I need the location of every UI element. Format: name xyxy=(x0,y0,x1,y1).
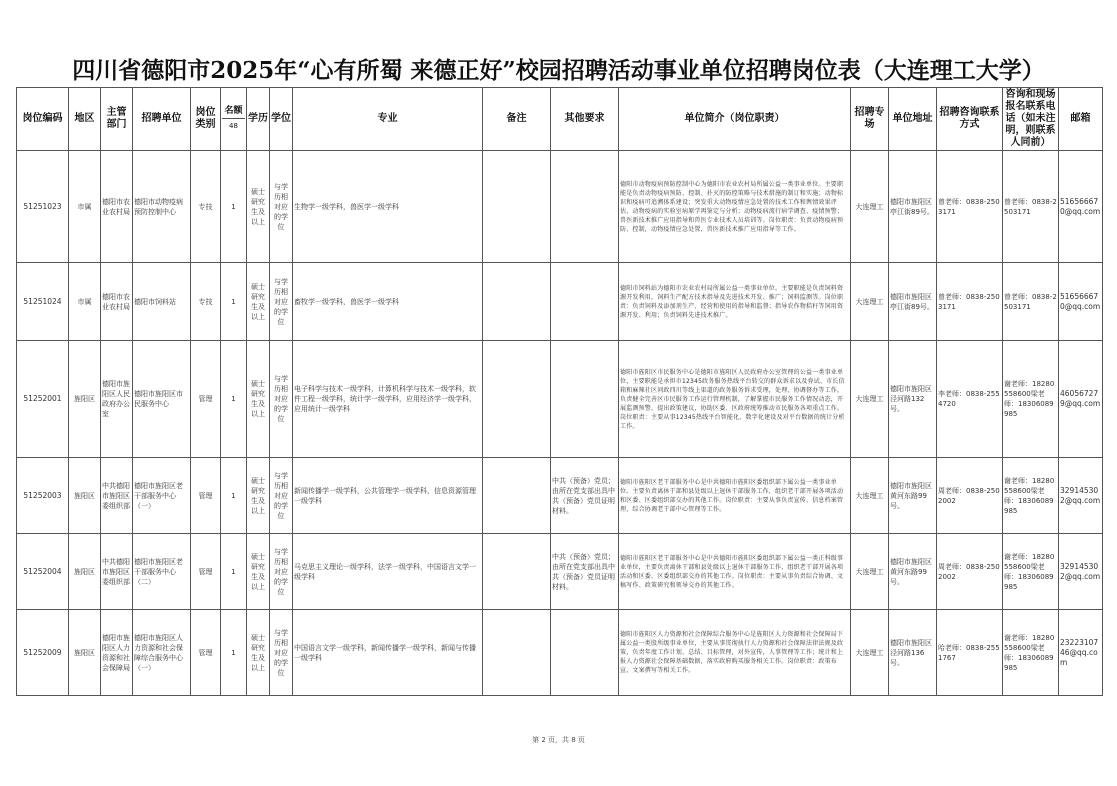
cell-email: 460567279@qq.com xyxy=(1059,341,1103,458)
header-intro: 单位简介（岗位职责） xyxy=(619,88,851,151)
header-unit: 招聘单位 xyxy=(133,88,191,151)
cell-remark xyxy=(483,263,551,341)
cell-session: 大连理工 xyxy=(851,534,889,610)
cell-email: 516566670@qq.com xyxy=(1059,151,1103,263)
table-row xyxy=(17,534,1103,610)
cell-address: 德阳市旌阳区黄河东路99号。 xyxy=(889,534,937,610)
cell-session: 大连理工 xyxy=(851,263,889,341)
cell-onsite: 谢老师：18280558600梁老师：18306089985 xyxy=(1003,458,1059,534)
cell-code: 51252009 xyxy=(17,610,69,696)
cell-region: 旌阳区 xyxy=(69,534,101,610)
cell-address: 德阳市旌阳区亭江街89号。 xyxy=(889,263,937,341)
cell-unit: 德阳市旌阳区市民服务中心 xyxy=(133,341,191,458)
cell-quota: 1 xyxy=(221,534,247,610)
table-row xyxy=(17,458,1103,534)
cell-other xyxy=(551,263,619,341)
cell-code: 51252004 xyxy=(17,534,69,610)
cell-dept: 德阳市农业农村局 xyxy=(101,263,133,341)
cell-code: 51252003 xyxy=(17,458,69,534)
cell-major: 生物学一级学科，兽医学一级学科 xyxy=(293,151,483,263)
cell-degree: 硕士研究生及以上 xyxy=(247,263,270,341)
cell-code: 51251024 xyxy=(17,263,69,341)
cell-unit: 德阳市饲料站 xyxy=(133,263,191,341)
cell-degree2: 与学历相对应的学位 xyxy=(270,610,293,696)
cell-remark xyxy=(483,458,551,534)
cell-degree2: 与学历相对应的学位 xyxy=(270,534,293,610)
cell-quota: 1 xyxy=(221,263,247,341)
table-row xyxy=(17,263,1103,341)
header-contact: 招聘咨询联系方式 xyxy=(937,88,1003,151)
header-quota-label: 名额 xyxy=(222,105,245,119)
header-session: 招聘专场 xyxy=(851,88,889,151)
header-category: 岗位类别 xyxy=(191,88,221,151)
cell-contact: 曾老师：0838-2503171 xyxy=(937,263,1003,341)
cell-quota: 1 xyxy=(221,458,247,534)
cell-intro: 德阳市动物疫病预防控制中心为德阳市农业农村局所属公益一类事业单位。主要职能是负责动物疫病预防、控制、扑灭的防控策略与技术措施的制订和实施；动物标识和疫病可追溯体系建设；突发重大动物疫情应急处置的技术工作和舆情效果评估，动物疫病的实验室病原学再鉴定与分析；动物疫病流行病学调查、疫情预警；兽医新技术推广应用指导和兽医专业技术人员培训等。岗位职责：负责动物疫病预防、控制，动物疫情应急处置，兽医新技术推广应用指导等工作。 xyxy=(619,151,851,263)
header-major: 专业 xyxy=(293,88,483,151)
cell-intro: 德阳市旌阳区老干部服务中心是中共德阳市旌阳区委组织部下属公益一类事业单位。主要负责离休干部和县处级以上退休干部服务工作，组织老干部开展各项活动和区委、区委组织部交办的其他工作。岗位职责：主要从事负责宣传、信息档案管理、综合协调老干部中心管理等工作。 xyxy=(619,458,851,534)
header-onsite: 咨询和现场报名联系电话（如未注明，则联系人同前） xyxy=(1003,88,1059,151)
cell-degree: 硕士研究生及以上 xyxy=(247,151,270,263)
cell-unit: 德阳市旌阳区人力资源和社会保障综合服务中心（一） xyxy=(133,610,191,696)
cell-category: 管理 xyxy=(191,341,221,458)
cell-other xyxy=(551,341,619,458)
cell-address: 德阳市旌阳区黄河东路99号。 xyxy=(889,458,937,534)
cell-region: 旌阳区 xyxy=(69,610,101,696)
header-other: 其他要求 xyxy=(551,88,619,151)
cell-unit: 德阳市动物疫病预防控制中心 xyxy=(133,151,191,263)
table-row xyxy=(17,610,1103,696)
cell-contact: 周老师：0838-2502002 xyxy=(937,534,1003,610)
cell-email: 329145302@qq.com xyxy=(1059,458,1103,534)
cell-major: 中国语言文学一级学科，新闻传播学一级学科，新闻与传播一级学科 xyxy=(293,610,483,696)
page-footer: 第 2 页，共 8 页 xyxy=(532,736,585,744)
cell-degree2: 与学历相对应的学位 xyxy=(270,151,293,263)
cell-session: 大连理工 xyxy=(851,341,889,458)
table-row xyxy=(17,151,1103,263)
cell-address: 德阳市旌阳区泾河路132号。 xyxy=(889,341,937,458)
cell-session: 大连理工 xyxy=(851,610,889,696)
cell-quota: 1 xyxy=(221,341,247,458)
cell-onsite: 谢老师：18280558600梁老师：18306089985 xyxy=(1003,534,1059,610)
cell-degree: 硕士研究生及以上 xyxy=(247,610,270,696)
cell-major: 马克思主义理论一级学科，法学一级学科，中国语言文学一级学科 xyxy=(293,534,483,610)
cell-degree: 硕士研究生及以上 xyxy=(247,341,270,458)
cell-intro: 德阳市饲料站为德阳市农业农村局所属公益一类事业单位。主要职能是负责饲料资源开发利用，饲料生产配方技术指导及先进技术开发、推广；饲料监测等。岗位职责：负责饲料及添加剂生产、经营和使用的指导和监督；指导农作物秸秆等饲用资源开发、利用；负责饲料先进技术推广。 xyxy=(619,263,851,341)
cell-major: 新闻传播学一级学科，公共管理学一级学科，信息资源管理一级学科 xyxy=(293,458,483,534)
cell-code: 51251023 xyxy=(17,151,69,263)
cell-contact: 周老师：0838-2502002 xyxy=(937,458,1003,534)
cell-session: 大连理工 xyxy=(851,151,889,263)
cell-degree2: 与学历相对应的学位 xyxy=(270,341,293,458)
cell-email: 516566670@qq.com xyxy=(1059,263,1103,341)
cell-degree2: 与学历相对应的学位 xyxy=(270,458,293,534)
header-region: 地区 xyxy=(69,88,101,151)
cell-onsite: 曾老师：0838-2503171 xyxy=(1003,263,1059,341)
cell-category: 专技 xyxy=(191,151,221,263)
cell-intro: 德阳市旌阳区市民服务中心是德阳市旌阳区人民政府办公室管理的公益一类事业单位，主要职能是承担市12345政务服务热线平台转交的群众诉求以及券试、市长信箱和麻辣社区问政四川等线上渠道的政务服务诉求受理，处理、协调督办等工作，负责健全完善区市民服务工作运行管理机制，了解掌握市民服务工作情况动态，开展监测预警，提出政策建议，协助区委、区政府统筹推动市民服务各项重点工作。岗位职责：主要从事12345热线平台智能化、数字化建设及对平台数据的统计分析工作。 xyxy=(619,341,851,458)
cell-region: 市属 xyxy=(69,151,101,263)
cell-remark xyxy=(483,610,551,696)
header-address: 单位地址 xyxy=(889,88,937,151)
table-row xyxy=(17,341,1103,458)
header-code: 岗位编码 xyxy=(17,88,69,151)
cell-dept: 中共德阳市旌阳区委组织部 xyxy=(101,534,133,610)
cell-major: 畜牧学一级学科，兽医学一级学科 xyxy=(293,263,483,341)
header-degree: 学历 xyxy=(247,88,270,151)
cell-address: 德阳市旌阳区亭江街89号。 xyxy=(889,151,937,263)
cell-contact: 哈老师：0838-2551767 xyxy=(937,610,1003,696)
cell-remark xyxy=(483,534,551,610)
cell-region: 旌阳区 xyxy=(69,341,101,458)
cell-dept: 德阳市旌阳区人民政府办公室 xyxy=(101,341,133,458)
cell-degree: 硕士研究生及以上 xyxy=(247,534,270,610)
cell-remark xyxy=(483,151,551,263)
cell-degree: 硕士研究生及以上 xyxy=(247,458,270,534)
cell-unit: 德阳市旌阳区老干部服务中心（二） xyxy=(133,534,191,610)
header-quota-total: 48 xyxy=(229,122,238,130)
cell-category: 管理 xyxy=(191,458,221,534)
cell-category: 专技 xyxy=(191,263,221,341)
header-dept: 主管部门 xyxy=(101,88,133,151)
cell-onsite: 曾老师：0838-2503171 xyxy=(1003,151,1059,263)
cell-code: 51252001 xyxy=(17,341,69,458)
header-remark: 备注 xyxy=(483,88,551,151)
cell-unit: 德阳市旌阳区老干部服务中心（一） xyxy=(133,458,191,534)
cell-dept: 德阳市旌阳区人力资源和社会保障局 xyxy=(101,610,133,696)
cell-quota: 1 xyxy=(221,151,247,263)
cell-dept: 德阳市农业农村局 xyxy=(101,151,133,263)
cell-category: 管理 xyxy=(191,610,221,696)
header-quota xyxy=(221,88,247,151)
cell-email: 329145302@qq.com xyxy=(1059,534,1103,610)
cell-onsite: 谢老师：18280558600梁老师：18306089985 xyxy=(1003,610,1059,696)
cell-intro: 德阳市旌阳区老干部服务中心是中共德阳市旌阳区委组织部下属公益一类正科级事业单位，主要负责离休干部和县处级以上退休干部服务工作，组织老干部开展各项活动和区委、区委组织部交办的其他工作。岗位职责：主要从事负责综合协调、文稿写作、政策研究和领导交办的其他工作。 xyxy=(619,534,851,610)
cell-region: 市属 xyxy=(69,263,101,341)
cell-dept: 中共德阳市旌阳区委组织部 xyxy=(101,458,133,534)
cell-session: 大连理工 xyxy=(851,458,889,534)
header-degree2: 学位 xyxy=(270,88,293,151)
recruitment-table xyxy=(16,87,1103,696)
cell-remark xyxy=(483,341,551,458)
cell-other xyxy=(551,151,619,263)
table-header-row xyxy=(17,88,1103,151)
cell-contact: 李老师：0838-2554720 xyxy=(937,341,1003,458)
header-email: 邮箱 xyxy=(1059,88,1103,151)
cell-region: 旌阳区 xyxy=(69,458,101,534)
page-title: 四川省德阳市2025年“心有所蜀 来德正好”校园招聘活动事业单位招聘岗位表（大连理工大学） xyxy=(72,57,1045,84)
cell-major: 电子科学与技术一级学科，计算机科学与技术一级学科，软件工程一级学科，统计学一级学科，应用经济学一级学科，应用统计一级学科 xyxy=(293,341,483,458)
cell-degree2: 与学历相对应的学位 xyxy=(270,263,293,341)
cell-email: 2322310746@qq.com xyxy=(1059,610,1103,696)
cell-other xyxy=(551,610,619,696)
cell-quota: 1 xyxy=(221,610,247,696)
cell-intro: 德阳市旌阳区人力资源和社会保障综合服务中心是旌阳区人力资源和社会保障局下属公益一类股所级事业单位，主要从事贯彻执行人力资源和社会保障法律法规及政策，负责年度工作计划、总结、目标管理，对外宣传，人事管理等工作；统计和上报人力资源社会保障基础数据，落实政府购买服务相关工作。岗位职责：政策布宣、文案撰写等相关工作。 xyxy=(619,610,851,696)
cell-other: 中共（预备）党员；由所在党支部出具中共（预备）党员证明材料。 xyxy=(551,534,619,610)
cell-contact: 曾老师：0838-2503171 xyxy=(937,151,1003,263)
cell-other: 中共（预备）党员；由所在党支部出具中共（预备）党员证明材料。 xyxy=(551,458,619,534)
cell-address: 德阳市旌阳区泾河路136号。 xyxy=(889,610,937,696)
cell-category: 管理 xyxy=(191,534,221,610)
cell-onsite: 谢老师：18280558600梁老师：18306089985 xyxy=(1003,341,1059,458)
